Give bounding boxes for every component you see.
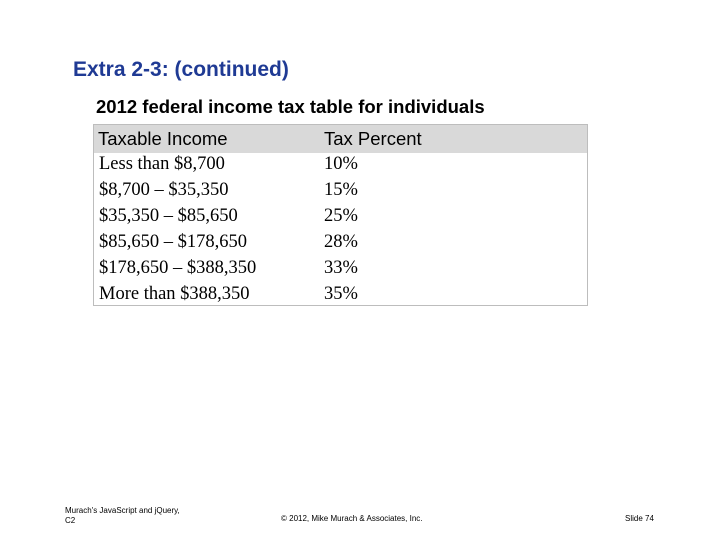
- table-body: [94, 153, 587, 309]
- tax-percent-cell: 15%: [324, 180, 358, 200]
- footer-book-title: [65, 506, 180, 526]
- table-row: [94, 257, 587, 283]
- slide-title: Extra 2-3: (continued): [73, 58, 289, 81]
- tax-percent-cell: 10%: [324, 154, 358, 174]
- footer-slide-number: Slide 74: [625, 514, 654, 523]
- table-row: [94, 205, 587, 231]
- column-header-tax-percent: Tax Percent: [324, 128, 422, 149]
- table-row: [94, 283, 587, 309]
- table-row: [94, 231, 587, 257]
- income-range-cell: $178,650 – $388,350: [99, 258, 257, 278]
- footer-book-title-line1: Murach's JavaScript and jQuery,: [65, 506, 180, 515]
- income-range-cell: $85,650 – $178,650: [99, 232, 247, 252]
- tax-percent-cell: 35%: [324, 284, 358, 304]
- tax-percent-cell: 25%: [324, 206, 358, 226]
- footer-copyright: © 2012, Mike Murach & Associates, Inc.: [281, 514, 423, 523]
- table-row: [94, 179, 587, 205]
- income-range-cell: Less than $8,700: [99, 154, 225, 174]
- table-heading: 2012 federal income tax table for individuals: [96, 96, 485, 117]
- income-range-cell: $8,700 – $35,350: [99, 180, 229, 200]
- footer-book-title-line2: C2: [65, 516, 76, 525]
- income-range-cell: More than $388,350: [99, 284, 250, 304]
- income-range-cell: $35,350 – $85,650: [99, 206, 238, 226]
- tax-percent-cell: 33%: [324, 258, 358, 278]
- column-header-taxable-income: Taxable Income: [98, 128, 228, 149]
- table-header-row: [94, 125, 587, 153]
- tax-percent-cell: 28%: [324, 232, 358, 252]
- table-row: [94, 153, 587, 179]
- tax-table: [93, 124, 588, 306]
